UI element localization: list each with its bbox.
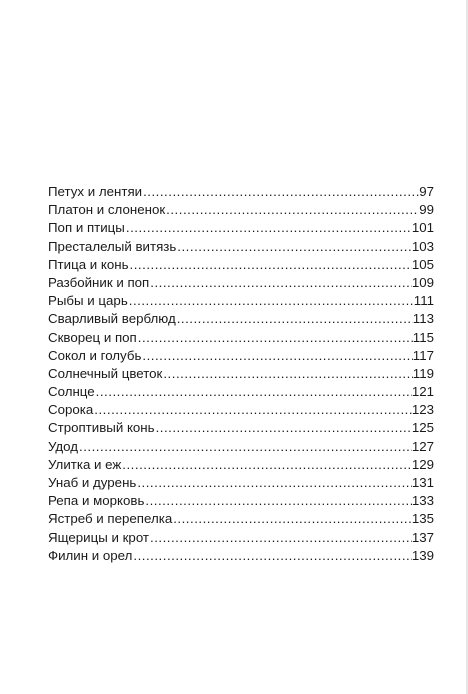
toc-entry-title: Рыбы и царь (48, 293, 128, 309)
toc-dot-leader (163, 365, 412, 383)
toc-entry-title: Платон и слоненок (48, 202, 166, 218)
toc-entry-page: 127 (411, 438, 434, 454)
toc-dot-leader (129, 292, 414, 310)
table-of-contents (48, 183, 434, 565)
toc-entry (48, 256, 434, 274)
toc-entry-title: Удод (48, 438, 79, 454)
toc-entry-page: 129 (411, 456, 434, 472)
toc-entry (48, 529, 434, 547)
toc-dot-leader (122, 456, 412, 474)
toc-entry (48, 438, 434, 456)
toc-entry-title: Сорока (48, 402, 94, 418)
toc-dot-leader (177, 238, 412, 256)
toc-dot-leader (96, 383, 412, 401)
toc-entry (48, 201, 434, 219)
toc-entry (48, 419, 434, 437)
toc-entry-page: 119 (412, 365, 434, 381)
toc-dot-leader (142, 347, 412, 365)
toc-entry-page: 109 (411, 274, 434, 290)
toc-entry-title: Петух и лентяи (48, 184, 143, 199)
toc-dot-leader (177, 310, 413, 328)
toc-entry-title: Филин и орел (48, 547, 133, 563)
toc-entry (48, 274, 434, 292)
toc-entry-title: Престалелый витязь (48, 238, 177, 254)
toc-entry-page: 105 (411, 256, 434, 272)
toc-entry-page: 131 (411, 475, 434, 490)
toc-entry-title: Разбойник и поп (48, 274, 150, 290)
toc-entry (48, 547, 434, 565)
toc-entry-title: Птица и конь (48, 256, 129, 272)
toc-entry-page: 121 (411, 384, 434, 400)
toc-entry-page: 113 (412, 311, 434, 327)
toc-entry-page: 115 (412, 329, 434, 345)
toc-entry (48, 365, 434, 383)
toc-entry-title: Строптивый конь (48, 420, 155, 436)
toc-entry (48, 219, 434, 237)
toc-entry-page: 99 (419, 202, 434, 218)
toc-entry-title: Улитка и еж (48, 456, 122, 472)
toc-entry-title: Унаб и дурень (48, 475, 137, 490)
toc-entry-page: 133 (411, 493, 434, 509)
toc-entry (48, 238, 434, 256)
toc-dot-leader (130, 256, 412, 274)
toc-entry-page: 103 (411, 238, 434, 254)
toc-dot-leader (137, 474, 411, 492)
toc-entry-page: 101 (411, 220, 434, 236)
toc-entry (48, 401, 434, 419)
toc-entry (48, 292, 434, 310)
toc-dot-leader (150, 274, 412, 292)
toc-entry-title: Солнце (48, 384, 95, 400)
toc-dot-leader (145, 492, 411, 510)
toc-entry (48, 183, 434, 201)
toc-dot-leader (150, 529, 412, 547)
toc-dot-leader (94, 401, 412, 419)
toc-dot-leader (166, 201, 419, 219)
toc-entry-page: 139 (411, 547, 434, 563)
toc-entry-page: 123 (411, 402, 434, 418)
toc-dot-leader (143, 183, 419, 201)
toc-entry (48, 474, 434, 492)
toc-entry (48, 347, 434, 365)
toc-entry (48, 383, 434, 401)
toc-dot-leader (138, 329, 413, 347)
toc-entry-page: 137 (411, 529, 434, 545)
toc-entry-page: 97 (419, 184, 434, 199)
toc-entry-page: 111 (413, 293, 434, 309)
toc-entry-title: Ящерицы и крот (48, 529, 150, 545)
toc-entry-title: Ястреб и перепелка (48, 511, 173, 527)
toc-entry-page: 125 (411, 420, 434, 436)
toc-entry-title: Сокол и голубь (48, 347, 142, 363)
toc-dot-leader (79, 438, 412, 456)
toc-entry (48, 510, 434, 528)
toc-entry-title: Солнечный цветок (48, 365, 163, 381)
toc-dot-leader (126, 219, 412, 237)
toc-entry-title: Поп и птицы (48, 220, 125, 236)
toc-entry (48, 492, 434, 510)
toc-entry-title: Скворец и поп (48, 329, 137, 345)
toc-entry (48, 329, 434, 347)
toc-entry-title: Сварливый верблюд (48, 311, 176, 327)
toc-entry-page: 135 (411, 511, 434, 527)
toc-entry-page: 117 (412, 347, 434, 363)
toc-entry (48, 456, 434, 474)
toc-dot-leader (156, 419, 412, 437)
toc-dot-leader (133, 547, 411, 565)
toc-entry-title: Репа и морковь (48, 493, 145, 509)
toc-entry (48, 310, 434, 328)
toc-dot-leader (173, 510, 412, 528)
